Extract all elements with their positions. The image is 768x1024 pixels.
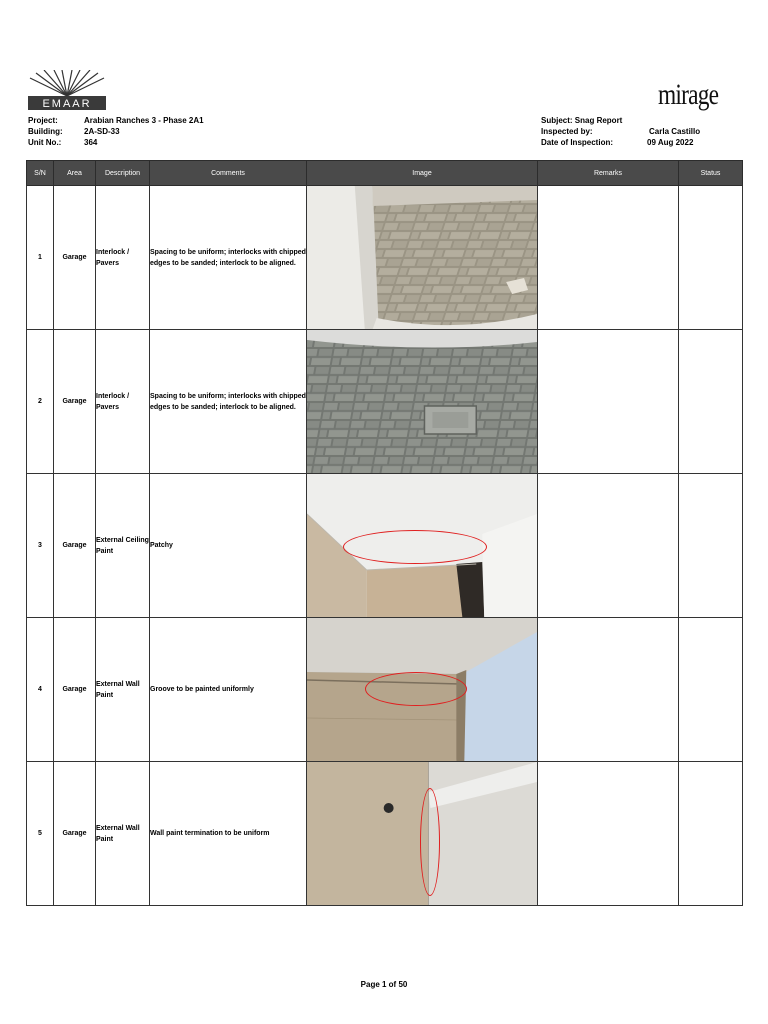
inspector-value: Carla Castillo: [649, 127, 701, 136]
description-cell: Interlock / Pavers: [96, 330, 150, 474]
column-header: Description: [96, 161, 150, 186]
description-cell: External Wall Paint: [96, 618, 150, 762]
table-row: [27, 330, 743, 474]
report-meta-left: [28, 115, 204, 148]
report-meta-right: [541, 115, 700, 148]
remarks-cell: [538, 330, 679, 474]
emaar-logo: [28, 70, 106, 110]
image-cell: [307, 474, 538, 618]
emaar-logo-text: EMAAR: [42, 98, 92, 110]
area-cell: Garage: [54, 618, 96, 762]
markup-ellipse: [343, 530, 487, 564]
image-cell: [307, 330, 538, 474]
sn-cell: 1: [27, 186, 54, 330]
table-row: [27, 762, 743, 906]
status-cell: [679, 618, 743, 762]
image-cell: [307, 618, 538, 762]
meta-label: Unit No.:: [28, 138, 62, 147]
description-cell: Interlock / Pavers: [96, 186, 150, 330]
pavers-photo: [307, 186, 537, 329]
area-cell: Garage: [54, 474, 96, 618]
comments-cell: Patchy: [150, 474, 307, 618]
remarks-cell: [538, 474, 679, 618]
description-cell: External Wall Paint: [96, 762, 150, 906]
sn-cell: 2: [27, 330, 54, 474]
table-header-row: [27, 161, 743, 186]
date-value: 09 Aug 2022: [647, 138, 694, 147]
page-number: Page 1 of 50: [360, 980, 408, 989]
area-cell: Garage: [54, 762, 96, 906]
status-cell: [679, 330, 743, 474]
remarks-cell: [538, 762, 679, 906]
meta-label: Date of Inspection:: [541, 138, 614, 147]
column-header: Status: [679, 161, 743, 186]
status-cell: [679, 762, 743, 906]
meta-label: Project:: [28, 116, 58, 125]
markup-ellipse: [420, 788, 440, 896]
column-header: Area: [54, 161, 96, 186]
sn-cell: 4: [27, 618, 54, 762]
meta-label: Building:: [28, 127, 63, 136]
snag-table: [26, 160, 743, 906]
column-header: Comments: [150, 161, 307, 186]
comments-cell: Spacing to be uniform; interlocks with chipped edges to be sanded; interlock to be aligned.: [150, 330, 307, 474]
comments-cell: Wall paint termination to be uniform: [150, 762, 307, 906]
image-cell: [307, 186, 538, 330]
area-cell: Garage: [54, 330, 96, 474]
pavers-cover-photo: [307, 330, 537, 473]
mirage-logo: mirage: [658, 78, 719, 111]
subject-label: Subject: Snag Report: [541, 116, 623, 125]
column-header: Remarks: [538, 161, 679, 186]
sn-cell: 5: [27, 762, 54, 906]
sn-cell: 3: [27, 474, 54, 618]
status-cell: [679, 186, 743, 330]
markup-ellipse: [365, 672, 467, 706]
table-row: [27, 618, 743, 762]
column-header: Image: [307, 161, 538, 186]
area-cell: Garage: [54, 186, 96, 330]
meta-label: Inspected by:: [541, 127, 593, 136]
column-header: S/N: [27, 161, 54, 186]
table-row: [27, 474, 743, 618]
comments-cell: Groove to be painted uniformly: [150, 618, 307, 762]
remarks-cell: [538, 618, 679, 762]
table-row: [27, 186, 743, 330]
unit-value: 364: [84, 138, 98, 147]
building-value: 2A-SD-33: [84, 127, 120, 136]
remarks-cell: [538, 186, 679, 330]
project-value: Arabian Ranches 3 - Phase 2A1: [84, 116, 204, 125]
status-cell: [679, 474, 743, 618]
image-cell: [307, 762, 538, 906]
description-cell: External Ceiling Paint: [96, 474, 150, 618]
comments-cell: Spacing to be uniform; interlocks with chipped edges to be sanded; interlock to be aligned.: [150, 186, 307, 330]
